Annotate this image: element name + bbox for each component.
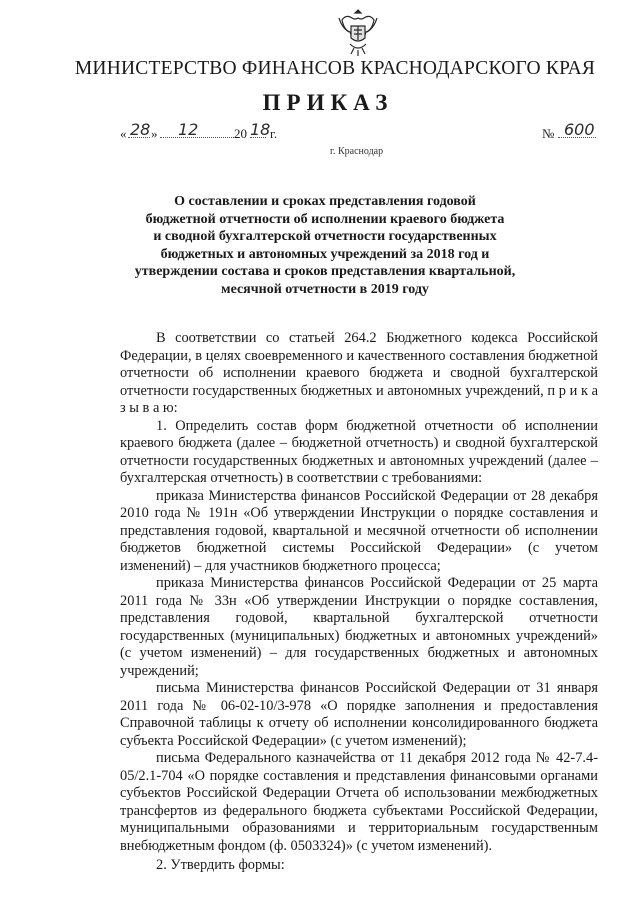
date-month: 12 bbox=[178, 120, 199, 139]
date-year-mark: г. bbox=[270, 126, 278, 141]
preamble-paragraph: В соответствии со статьей 264.2 Бюджетного кодекса Российской Федерации, в целях своевременного и качественного составления бюджетной отчетности об исполнении краевого бюджета и сводной бухгалтерской отчетности государственных бюджетных и автономных учреждений, п р и к а з ы в а ю: bbox=[120, 330, 598, 416]
order-number: 600 bbox=[564, 120, 595, 139]
order-body bbox=[120, 330, 598, 875]
subject-line: бюджетных и автономных учреждений за 2018 год и bbox=[160, 246, 490, 262]
reference-paragraph: письма Федерального казначейства от 11 декабря 2012 года № 42-7.4-05/2.1-704 «О порядке составления и представления финансовыми органами субъектов Российской Федерации Отчета об использовании межбюджетных трансфертов из федерального бюджета субъектами Российской Федерации, муниципальными образованиями и территориальным государственным внебюджетным фондом (ф. 0503324)» (с учетом изменений). bbox=[120, 750, 598, 854]
city: г. Краснодар bbox=[330, 146, 384, 157]
item-2-paragraph: 2. Утвердить формы: bbox=[156, 857, 285, 873]
item-1-paragraph: 1. Определить состав форм бюджетной отчетности об исполнении краевого бюджета (далее – бюджетной отчетность) и сводной бухгалтерской отчетности государственных бюджетных и автономных учреждений (далее – бухгалтерская отчетность) в соответствии с требованиями: bbox=[120, 417, 598, 486]
date-open-quote: « bbox=[120, 126, 127, 141]
subject-line: утверждении состава и сроков представления квартальной, bbox=[134, 264, 516, 280]
order-title: ПРИКАЗ bbox=[262, 90, 394, 115]
date-day: 28 bbox=[130, 120, 151, 139]
subject-line: бюджетной отчетности об исполнении краевого бюджета bbox=[145, 211, 505, 227]
date-year-suffix: 18 bbox=[250, 120, 271, 139]
subject-line: месячной отчетности в 2019 году bbox=[221, 281, 429, 297]
order-number-label: № bbox=[542, 126, 555, 141]
reference-paragraph: приказа Министерства финансов Российской Федерации от 25 марта 2011 года № 33н «Об утверждении Инструкции о порядке составления, представления годовой, квартальной бухгалтерской отчетности государственных (муниципальных) бюджетных и автономных учреждений» (с учетом изменений) – для государственных бюджетных и автономных учреждений; bbox=[120, 575, 598, 679]
order-subject bbox=[120, 193, 530, 299]
subject-line: О составлении и сроках представления годовой bbox=[174, 194, 476, 209]
date-year-prefix: 20 bbox=[234, 126, 247, 141]
reference-paragraph: приказа Министерства финансов Российской Федерации от 28 декабря 2010 года № 191н «Об утверждении Инструкции о порядке составления и представления годовой, квартальной и месячной отчетности об исполнении бюджетов бюджетной системы Российской Федерации» (с учетом изменений) – для участников бюджетного процесса; bbox=[120, 487, 598, 574]
ministry-name: МИНИСТЕРСТВО ФИНАНСОВ КРАСНОДАРСКОГО КРАЯ bbox=[74, 58, 596, 79]
reference-paragraph: письма Министерства финансов Российской Федерации от 31 января 2011 года № 06-02-10/3-978 «О порядке заполнения и предоставления Справочной таблицы к отчету об исполнении консолидированного бюджета субъекта Российской Федерации» (с учетом изменений); bbox=[120, 680, 598, 749]
coat-of-arms-icon bbox=[336, 6, 380, 58]
subject-line: и сводной бухгалтерской отчетности государственных bbox=[153, 229, 497, 245]
date-close-quote: » bbox=[151, 126, 158, 141]
